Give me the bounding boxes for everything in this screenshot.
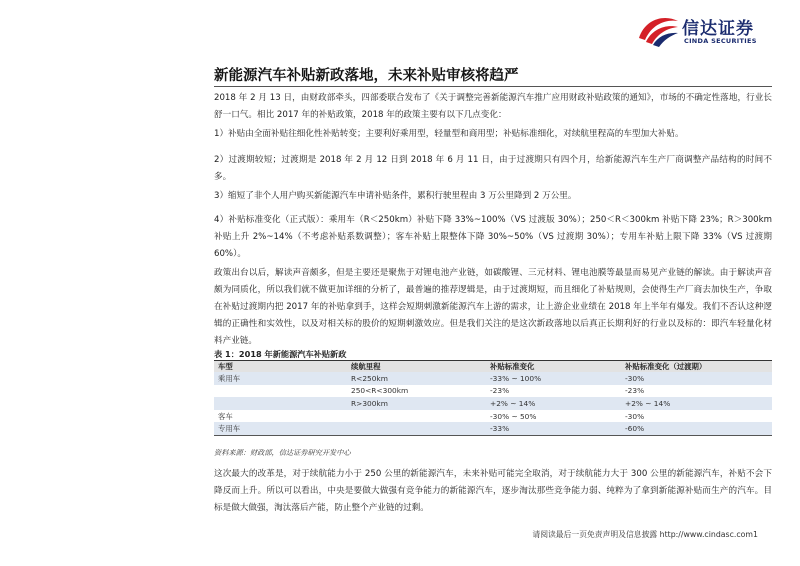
table-cell: -33% — [486, 422, 621, 435]
paragraph-analysis: 政策出台以后，解读声音颇多，但是主要还是聚焦于对锂电池产业链，如碳酸锂、三元材料、锂电池膜等最显而易见产业链的解读。由于解读声音颇为同质化，所以我们就不做更加详细的分析了，最普遍的推荐逻辑是，由于过渡期短，而且细化了补贴规则，会使得生产厂商去加快生产，争取在补贴过渡期内把 2017 年的补贴拿到手，这样会短期刺激新能源汽车上游的需求，让上游企业业绩在 2018 年上半年有爆发。我们不否认这种逻辑的正确性和实效性，以及对相关标的股价的短期刺激效应。但是我们关注的是这次新政落地以后真正长期利好的行业以及标的：即汽车轻量化材料产业链。 — [214, 268, 772, 346]
paragraph-point-4: 4）补贴标准变化（正式版）：乘用车（R＜250km）补贴下降 33%~100%（VS 过渡版 30%）；250＜R＜300km 补贴下降 23%；R＞300km 补贴上升 2%~14%（不考虑补贴系数调整）；客车补贴上限整体下降 30%~50%（VS 过渡期 30%）；专用车补贴上限下降 33%（VS 过渡期 60%）。 — [214, 215, 772, 259]
paragraph-conclusion: 这次最大的改革是，对于续航能力小于 250 公里的新能源汽车，未来补贴可能完全取消，对于续航能力大于 300 公里的新能源汽车，补贴不会下降反而上升。所以可以看出，中央是要做大做强有竞争能力的新能源汽车，逐步淘汰那些竞争能力弱、纯粹为了拿到新能源补贴而生产的汽车。目标是做大做强，淘汰落后产能，防止整个产业链的过剩。 — [214, 469, 772, 513]
table-cell: -60% — [621, 422, 772, 435]
table-header-row — [214, 361, 772, 373]
table-cell: 250<R<300km — [351, 386, 409, 396]
table-cell: 专用车 — [214, 422, 347, 435]
paragraph-intro: 2018 年 2 月 13 日，由财政部牵头，四部委联合发布了《关于调整完善新能源汽车推广应用财政补贴政策的通知》，市场的不确定性落地，行业长舒一口气。相比 2017 年的补贴政策，2018 年的政策主要有以下几点变化： — [214, 93, 772, 120]
brand-swoosh-icon — [636, 10, 680, 50]
table-cell — [347, 410, 486, 423]
table-header-cell: 车型 — [214, 361, 347, 373]
table-row — [214, 410, 772, 423]
table-title: 表 1：2018 年新能源汽车补贴新政 — [214, 349, 347, 359]
subsidy-table — [214, 360, 772, 436]
title-divider — [214, 86, 772, 87]
table-cell: +2% ~ 14% — [621, 397, 772, 410]
brand-name-cn: 信达证券 — [682, 19, 754, 39]
table-row — [214, 385, 772, 398]
brand-name-en: CINDA SECURITIES — [684, 37, 757, 45]
table-cell: R<250km — [347, 372, 486, 385]
paragraph-point-3: 3）缩短了非个人用户购买新能源汽车申请补贴条件，累积行驶里程由 3 万公里降到 2 万公里。 — [214, 191, 577, 201]
table-header-cell: 续航里程 — [347, 361, 486, 373]
table-row — [214, 372, 772, 385]
table-cell: +2% ~ 14% — [486, 397, 621, 410]
table-cell: 乘用车 — [214, 372, 347, 385]
footer-disclaimer: 请阅读最后一页免责声明及信息披露 http://www.cindasc.com1 — [532, 530, 758, 539]
table-cell: R>300km — [347, 397, 486, 410]
table-cell: -30% ~ 50% — [490, 411, 537, 421]
table-row — [214, 422, 772, 435]
table-cell: -23% — [490, 386, 510, 396]
table-cell: 客车 — [218, 411, 233, 421]
brand-logo — [636, 10, 786, 50]
table-cell — [214, 385, 347, 398]
table-row — [214, 397, 772, 410]
table-header-cell: 补贴标准变化 — [486, 361, 621, 373]
table-cell: -23% — [625, 386, 645, 396]
paragraph-point-2: 2）过渡期较短；过渡期是 2018 年 2 月 12 日到 2018 年 6 月 11 日，由于过渡期只有四个月，给新能源汽车生产厂商调整产品结构的时间不多。 — [214, 155, 772, 182]
table-cell — [347, 422, 486, 435]
table-source: 资料来源：财政部，信达证券研究开发中心 — [214, 448, 351, 457]
table-cell: -33% ~ 100% — [486, 372, 621, 385]
table-cell: -30% — [621, 372, 772, 385]
paragraph-point-1: 1）补贴由全面补贴往细化性补贴转变；主要利好乘用型，轻量型和商用型；补贴标准细化，对续航里程高的车型加大补贴。 — [214, 129, 684, 139]
table-cell: -30% — [625, 411, 645, 421]
table-cell — [214, 397, 347, 410]
table-header-cell: 补贴标准变化（过渡期） — [621, 361, 772, 373]
page-title: 新能源汽车补贴新政落地，未来补贴审核将趋严 — [214, 68, 519, 84]
